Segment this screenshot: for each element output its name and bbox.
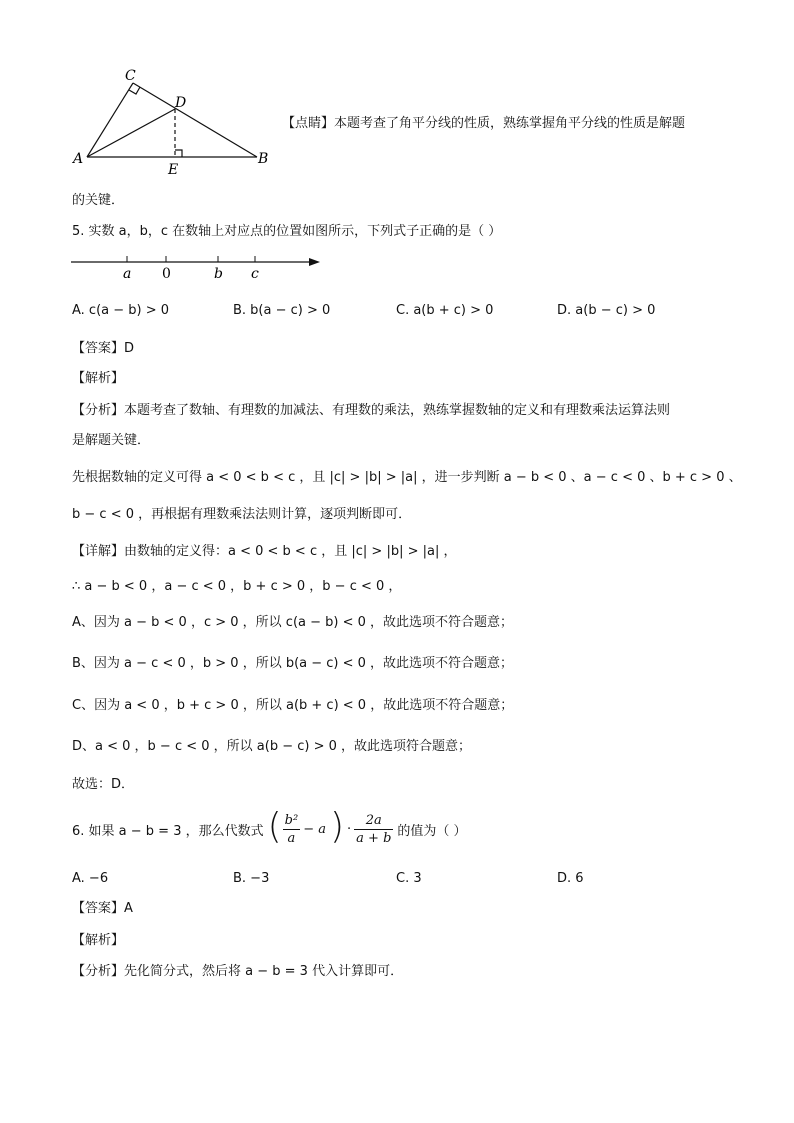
- q5-fenxi-line2: 是解题关键．: [72, 433, 151, 448]
- numline-label-c: c: [251, 266, 259, 282]
- right-angle-E: [175, 150, 182, 157]
- q5-xiangjie: 【详解】由数轴的定义得：a < 0 < b < c ，且 |c| > |b| > |a| ，: [72, 544, 457, 559]
- q6-answer: 【答案】A: [72, 901, 133, 916]
- q6-stem-pre: 6. 如果 a − b = 3 ，那么代数式: [72, 823, 264, 839]
- q6-stem-post: 的值为（ ）: [397, 823, 467, 839]
- right-angle-C: [129, 87, 140, 94]
- q6-frac1-num: b²: [284, 812, 299, 828]
- q5-option-d: D. a(b − c) > 0: [557, 303, 656, 318]
- q6-dot: ·: [347, 821, 352, 837]
- segment-AC: [87, 83, 133, 157]
- q6-option-d: D. 6: [557, 871, 584, 886]
- numline-label-a: a: [123, 266, 132, 282]
- q6-option-b: B. −3: [233, 871, 270, 886]
- q6-option-c: C. 3: [396, 871, 422, 886]
- q6-frac1-den: a: [287, 830, 296, 846]
- q6-paren-left: (: [267, 806, 282, 847]
- q5-answer: 【答案】D: [72, 341, 135, 356]
- q6-frac2: [354, 812, 393, 847]
- numline-label-0: 0: [162, 266, 171, 282]
- q6-option-a: A. −6: [72, 871, 109, 886]
- q5-jiexi: 【解析】: [72, 371, 125, 386]
- triangle-figure: [65, 62, 280, 182]
- q5-option-a: A. c(a − b) > 0: [72, 303, 170, 318]
- q6-stem: [72, 806, 467, 852]
- q6-minus-a: − a: [303, 821, 326, 837]
- q5-fenxi-line1: 【分析】本题考查了数轴、有理数的加减法、有理数的乘法，熟练掌握数轴的定义和有理数乘法运算法则: [72, 403, 671, 418]
- q6-frac2-num: 2a: [365, 812, 382, 828]
- label-D: D: [175, 95, 187, 111]
- segment-AD: [87, 109, 175, 157]
- q5-analysis-line2: b − c < 0 ，再根据有理数乘法法则计算，逐项判断即可．: [72, 507, 412, 522]
- arrow-head-icon: [309, 258, 320, 266]
- label-C: C: [125, 68, 136, 84]
- q5-line-c: C、因为 a < 0 ，b + c > 0 ，所以 a(b + c) < 0 ，故此选项不符合题意；: [72, 698, 514, 713]
- q5-stem: 5. 实数 a，b，c 在数轴上对应点的位置如图所示，下列式子正确的是（ ）: [72, 224, 502, 239]
- label-B: B: [258, 151, 269, 167]
- q5-choose: 故选：D．: [72, 777, 135, 792]
- q5-therefore: ∴ a − b < 0 ，a − c < 0 ，b + c > 0 ，b − c < 0 ，: [72, 579, 402, 594]
- label-A: A: [73, 151, 84, 167]
- q6-fenxi: 【分析】先化简分式，然后将 a − b = 3 代入计算即可．: [72, 964, 404, 979]
- q5-option-c: C. a(b + c) > 0: [396, 303, 494, 318]
- dianjing-line1: 【点睛】本题考查了角平分线的性质，熟练掌握角平分线的性质是解题: [282, 116, 686, 131]
- q5-line-a: A、因为 a − b < 0 ，c > 0 ，所以 c(a − b) < 0 ，故此选项不符合题意；: [72, 615, 514, 630]
- q5-line-d: D、a < 0 ，b − c < 0 ，所以 a(b − c) > 0 ，故此选项符合题意；: [72, 739, 472, 754]
- number-line: [68, 252, 328, 282]
- numline-label-b: b: [214, 266, 223, 282]
- q6-frac2-den: a + b: [356, 830, 392, 846]
- q6-jiexi: 【解析】: [72, 933, 125, 948]
- q5-line-b: B、因为 a − c < 0 ，b > 0 ，所以 b(a − c) < 0 ，故此选项不符合题意；: [72, 656, 514, 671]
- q5-analysis-line1: 先根据数轴的定义可得 a < 0 < b < c ，且 |c| > |b| > |a| ，进一步判断 a − b < 0 、a − c < 0 、b + c > 0 、: [72, 470, 742, 485]
- dianjing-line2: 的关键．: [72, 193, 125, 208]
- q6-frac1: [283, 812, 301, 847]
- q5-option-b: B. b(a − c) > 0: [233, 303, 331, 318]
- q6-paren-right: ): [329, 806, 345, 847]
- segment-CB: [133, 83, 257, 157]
- label-E: E: [168, 162, 179, 178]
